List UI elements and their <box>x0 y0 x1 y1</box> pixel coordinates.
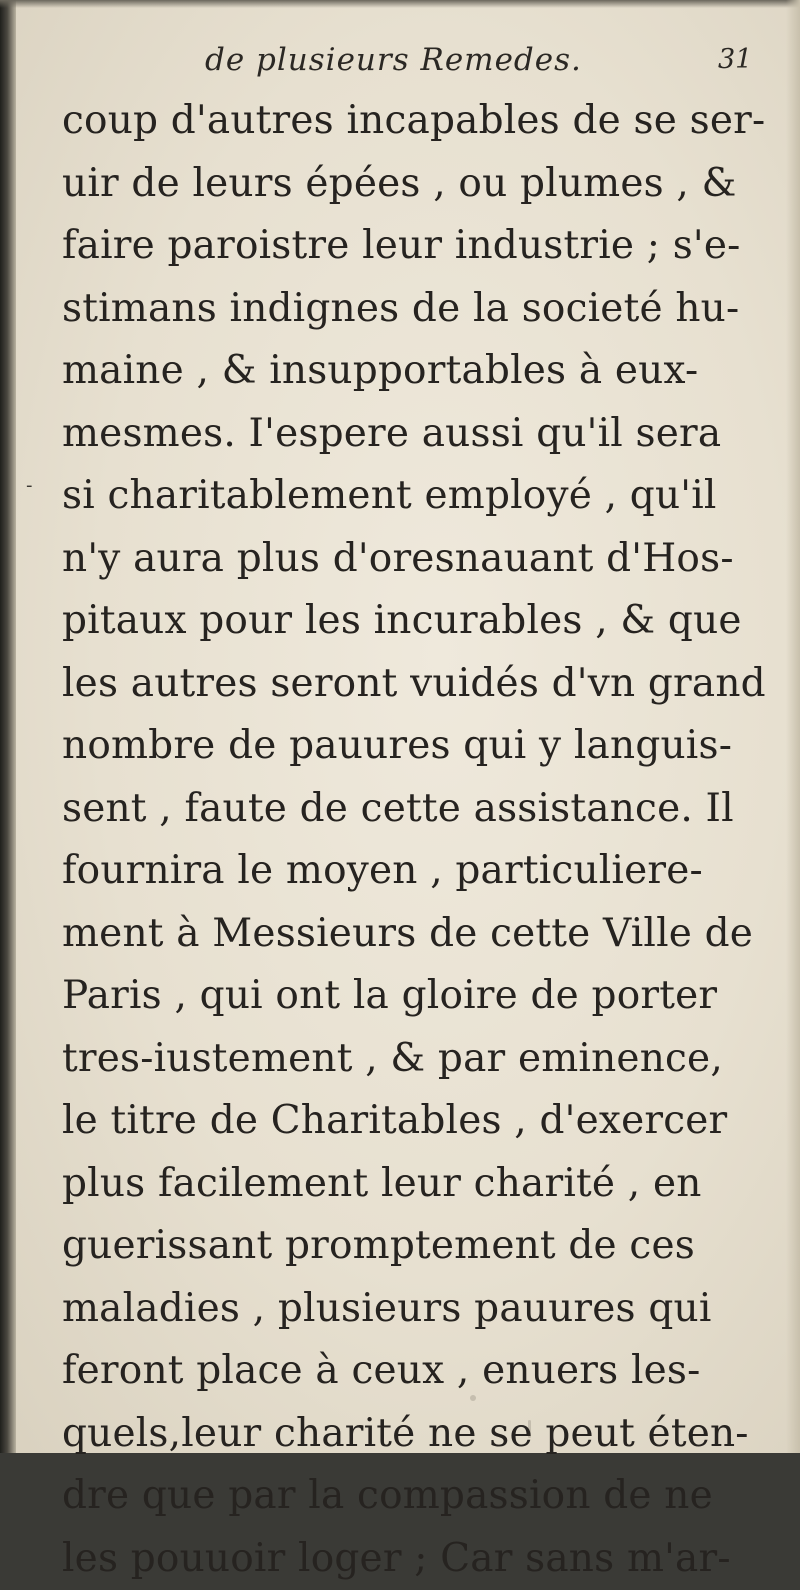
page-header <box>0 36 800 86</box>
running-title: de plusieurs Remedes. <box>205 42 582 78</box>
text-line: quels,leur charité ne se peut éten- <box>62 1403 767 1466</box>
paper-stain <box>470 1395 476 1401</box>
text-line: faire paroistre leur industrie ; s'e- <box>62 215 767 278</box>
page-binding <box>0 0 16 1453</box>
text-line: maladies , plusieurs pauures qui <box>62 1278 767 1341</box>
text-line: stimans indignes de la societé hu- <box>62 278 767 341</box>
margin-mark: - <box>26 475 33 496</box>
text-line: maine , & insupportables à eux- <box>62 340 767 403</box>
paper-stain <box>528 1420 531 1438</box>
text-line: mesmes. I'espere aussi qu'il sera <box>62 403 767 466</box>
page-top-edge <box>0 0 800 8</box>
text-line: tres-iustement , & par eminence, <box>62 1028 767 1091</box>
text-line: n'y aura plus d'oresnauant d'Hos- <box>62 528 767 591</box>
text-line: nombre de pauures qui y languis- <box>62 715 767 778</box>
text-line: le titre de Charitables , d'exercer <box>62 1090 767 1153</box>
text-line: si charitablement employé , qu'il <box>62 465 767 528</box>
page-right-edge <box>786 0 800 1453</box>
text-line: plus facilement leur charité , en <box>62 1153 767 1216</box>
text-line: les autres seront vuidés d'vn grand <box>62 653 767 716</box>
text-line: guerissant promptement de ces <box>62 1215 767 1278</box>
text-line: fournira le moyen , particuliere- <box>62 840 767 903</box>
text-line: sent , faute de cette assistance. Il <box>62 778 767 841</box>
text-line: pitaux pour les incurables , & que <box>62 590 767 653</box>
text-line: Paris , qui ont la gloire de porter <box>62 965 767 1028</box>
body-text <box>62 90 767 1590</box>
text-line: les pouuoir loger ; Car sans m'ar- <box>62 1528 767 1590</box>
page-number: 31 <box>718 44 752 75</box>
text-line: feront place à ceux , enuers les- <box>62 1340 767 1403</box>
text-line: coup d'autres incapables de se ser- <box>62 90 767 153</box>
text-line: ment à Messieurs de cette Ville de <box>62 903 767 966</box>
text-line: uir de leurs épées , ou plumes , & <box>62 153 767 216</box>
text-line: dre que par la compassion de ne <box>62 1465 767 1528</box>
